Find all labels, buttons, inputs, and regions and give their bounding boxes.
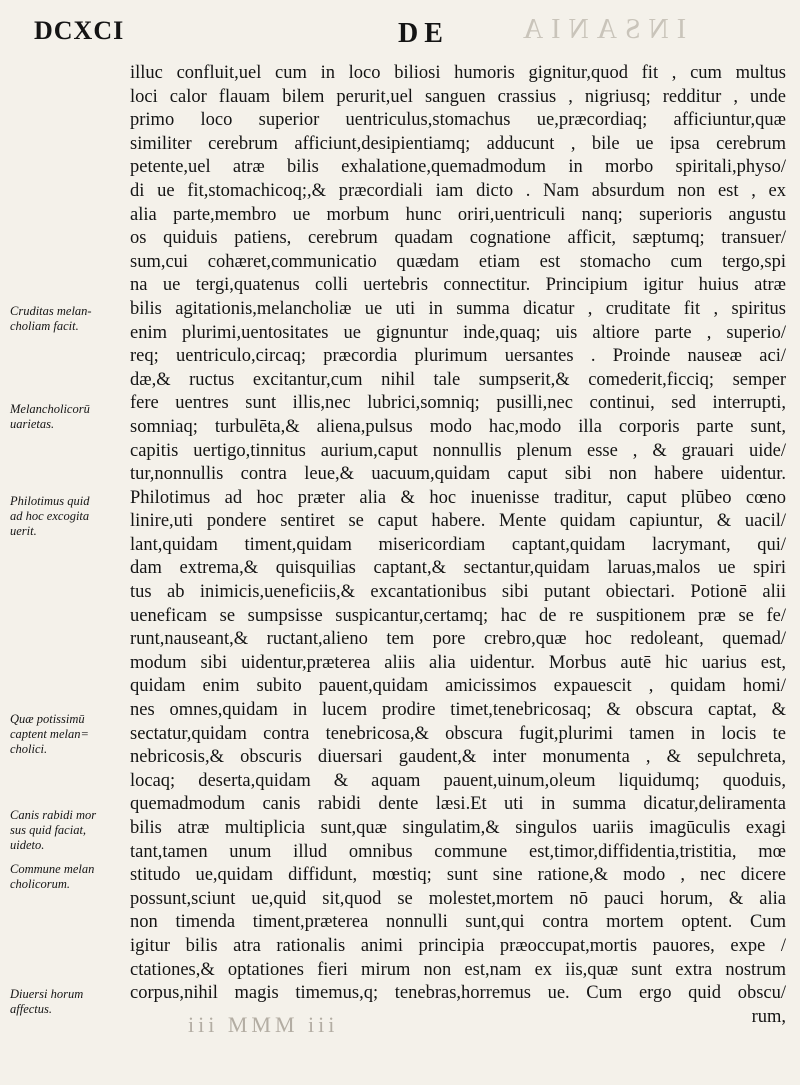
text-line: rum,	[751, 1006, 786, 1027]
margin-note: Commune melan cholicorum.	[10, 862, 95, 891]
text-line: linire,uti pondere sentiret se caput habere. Mente quidam capiuntur, & uacil/	[130, 511, 786, 532]
text-line: loci calor flauam bilem perurit,uel sanguen crassius , nigriusq; redditur , unde	[130, 86, 786, 107]
folio-number: DCXCI	[34, 16, 125, 45]
text-line: nes omnes,quidam in lucem prodire timet,tenebricosaq; & obscura captat, &	[130, 700, 786, 721]
text-line: tur,nonnullis contra leue,& uacuum,quidam caput sibi non habere uidentur.	[130, 464, 786, 485]
margin-note: Melancholicorū uarietas.	[10, 402, 90, 431]
body-text-column	[130, 62, 786, 1029]
text-line: somniaq; turbulēta,& aliena,pulsus modo hac,modo illa corporis parte sunt,	[130, 416, 786, 437]
text-line: quidam enim subito pauent,quidam amicissimos expauescit , quidam homi/	[130, 676, 786, 697]
text-line: dæ,& ructus excitantur,cum nihil tale sumpserit,& comederit,ficciq; semper	[130, 369, 786, 390]
text-line: alia parte,membro ue morbum hunc oriri,uentriculi nanq; superioris angustu	[130, 204, 786, 225]
margin-note: Diuersi horum affectus.	[10, 987, 84, 1016]
margin-note: Canis rabidi mor sus quid faciat, uideto.	[10, 808, 97, 852]
text-line: runt,nauseant,& ructant,alieno tem pore crebro,quæ hoc redoleant, quemad/	[130, 629, 786, 650]
text-line: enim plurimi,uentositates ue gignuntur inde,quaq; uis altiore parte , superio/	[130, 322, 786, 343]
margin-note: Quæ potissimū captent melan= cholici.	[10, 712, 89, 756]
text-line: dam extrema,& quisquilias captant,& sectantur,quidam laruas,malos ue spiri	[130, 558, 786, 579]
text-line: non timenda timent,præterea nonnulli sunt,qui contra mortem optent. Cum	[130, 912, 786, 933]
margin-note: Cruditas melan- choliam facit.	[10, 304, 92, 333]
text-line: stitudo ue,quidam diffidunt, mœstiq; sunt sine ratione,& modo , nec dicere	[130, 865, 786, 886]
text-line: igitur bilis atra rationalis animi principia præoccupat,mortis pauores, expe /	[130, 935, 786, 956]
text-line: locaq; deserta,quidam & aquam pauent,uinum,oleum liquidumq; quoduis,	[130, 770, 786, 791]
text-line: possunt,sciunt ue,quid sit,quod se molestet,mortem nō pauci horum, & alia	[130, 888, 786, 909]
text-line: modum sibi uidentur,præterea aliis alia uidentur. Morbus autē hic uarius est,	[130, 652, 786, 673]
bleed-through-text: INSANIA	[515, 14, 687, 45]
text-line: nebricosis,& obscuris diuersari gaudent,& inter monumenta , & sepulchreta,	[130, 747, 786, 768]
text-line: os quiduis patiens, cerebrum quadam cognatione afficit, sæptumq; transuer/	[130, 228, 786, 249]
text-line: req; uentriculo,circaq; præcordia plurimum uersantes . Proinde nauseæ aci/	[130, 346, 786, 367]
text-line: tus ab inimicis,ueneficiis,& excantationibus sibi putant obiectari. Potionē alii	[130, 582, 786, 603]
margin-note: Philotimus quid ad hoc excogita uerit.	[10, 494, 90, 538]
text-line: Philotimus ad hoc præter alia & hoc inuenisse traditur, caput plūbeo cœno	[130, 487, 786, 508]
text-line: sum,cui cohæret,communicatio quædam etiam est stomacho cum tergo,spi	[130, 251, 786, 272]
text-line: corpus,nihil magis timemus,q; tenebras,horremus ue. Cum ergo quid obscu/	[130, 983, 786, 1004]
text-line: na ue tergi,quatenus colli uertebris connectitur. Principium igitur huius atræ	[130, 275, 786, 296]
text-line: bilis agitationis,melancholiæ ue uti in summa dicatur , cruditate fit , spiritus	[130, 298, 786, 319]
text-line: primo loco superior uentriculus,stomachus ue,præcordiaq; afficiuntur,quæ	[130, 110, 786, 131]
running-head: DE	[398, 18, 449, 49]
text-line: fere uentres sunt illis,nec lubrici,somniq; pusilli,nec continui, sed interrupti,	[130, 393, 786, 414]
text-line: sectatur,quidam contra tenebricosa,& obscura fugit,plurimi tamen in locis te	[130, 723, 786, 744]
text-line: petente,uel atræ bilis exhalatione,quemadmodum in morbo spiritali,physo/	[130, 157, 786, 178]
text-line: similiter cerebrum afficiunt,desipientiamq; adducunt , bile ue ipsa cerebrum	[130, 133, 786, 154]
text-line: ctationes,& optationes fieri mirum non est,nam ex iis,quæ sunt extra nostrum	[130, 959, 786, 980]
signature-mark: iii MMM iii	[188, 1012, 339, 1037]
text-line: ueneficam se sumpsisse suspicantur,certamq; hac de re suspitionem præ se fe/	[130, 605, 786, 626]
text-line: capitis uertigo,tinnitus aurium,caput nonnullis plenum esse , & grauari uide/	[130, 440, 786, 461]
text-line: illuc confluit,uel cum in loco biliosi humoris gignitur,quod fit , cum multus	[130, 63, 786, 83]
text-line: di ue fit,stomachicoq;,& præcordiali iam dicto . Nam absurdum non est , ex	[130, 180, 786, 201]
text-line: lant,quidam timent,quidam misericordiam captant,quidam lacrymant, qui/	[130, 534, 786, 555]
text-line: bilis atræ multiplicia sunt,quæ singulatim,& singulos uariis imagūculis exagi	[130, 818, 786, 838]
text-line: quemadmodum canis rabidi dente læsi.Et uti in summa dicatur,deliramenta	[130, 794, 786, 815]
text-line: tant,tamen unum illud omnibus commune est,timor,diffidentia,tristitia, mœ	[130, 841, 786, 862]
